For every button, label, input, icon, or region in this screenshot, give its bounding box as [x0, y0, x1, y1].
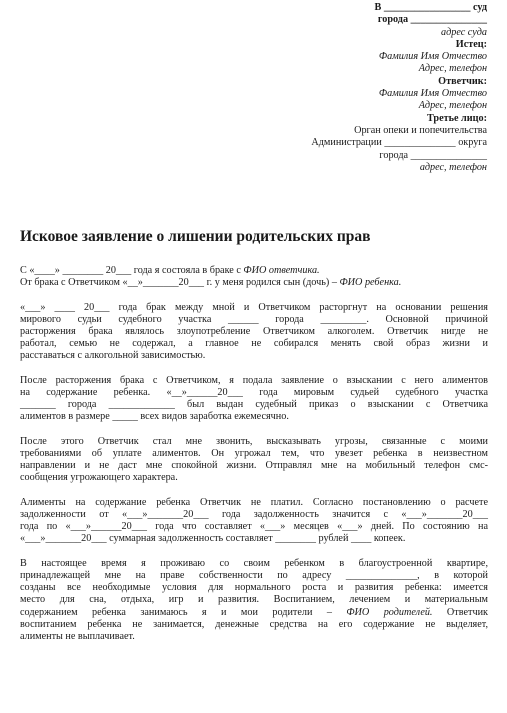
paragraph-alimony-order: После расторжения брака с Ответчиком, я подала заявление о взыскании с него алиментов на содержание ребенка. «__»______20___ года мировым судьей судебного участка _______ города _____________ был выдан судебный приказ о взыскании с Ответчика алиментов в размере _____ всех видов заработка ежемесячно. — [20, 374, 488, 423]
court-address: адрес суда — [441, 26, 487, 38]
paragraph-living: В настоящее время я проживаю со своим ребенком в благоустроенной квартире, принадлежащей мне на праве собственности по адресу ______________, в которой созданы все необходимые условия для нормального роста и развития ребенка: имеется место для сна, отдыха, игр и развития. Воспитанием, лечением и материальным содержанием ребенка занимаюсь я и мои родители – ФИО родителей. Ответчик воспитанием ребенка не занимается, денежные средства на его содержание не выделяет, алименты не выплачивает. — [20, 557, 488, 643]
paragraph-threats: После этого Ответчик стал мне звонить, высказывать угрозы, связанные с моими требованиями об уплате алиментов. Он угрожал тем, что увезет ребенка в неизвестном направлении и не даст мне спокойной жизни. Отправлял мне на мобильный телефон смс- сообщения угрожающего характера. — [20, 435, 488, 484]
intro-paragraph — [20, 265, 488, 289]
document-body — [20, 265, 488, 655]
intro-line: От брака с Ответчиком «__»_______20___ г. у меня родился сын (дочь) – ФИО ребенка. — [20, 277, 402, 289]
parents-fio: ФИО родителей. — [346, 606, 433, 618]
paragraph-debt: Алименты на содержание ребенка Ответчик не платил. Согласно постановлению о расчете задолженности от «___»_______20___ года задолженность значится с «___»_______20___ года по «___»______20___ года что составляет «___» месяцев «___» дней. По состоянию на «___»_______20___ суммарная задолженность составляет ________ рублей ____ копеек. — [20, 496, 488, 545]
third-party-address: адрес, телефон — [419, 161, 487, 173]
defendant-name: Фамилия Имя Отчество — [378, 88, 487, 100]
defendant-fio: ФИО ответчика. — [243, 265, 320, 276]
third-party-org: Орган опеки и попечительства — [354, 124, 487, 136]
third-party-label: Третье лицо: — [427, 112, 487, 124]
third-party-city: города _______________ — [379, 149, 487, 161]
third-party-admin: Администрации ______________ округа — [311, 137, 487, 149]
document-title: Исковое заявление о лишении родительских прав — [20, 228, 371, 245]
document-header — [247, 2, 487, 174]
child-fio: ФИО ребенка. — [339, 277, 402, 289]
intro-line: С «____» ________ 20___ года я состояла в браке с ФИО ответчика. — [20, 265, 320, 276]
court-line: В _________________ суд — [374, 2, 487, 13]
plaintiff-label: Истец: — [455, 38, 487, 50]
defendant-label: Ответчик: — [438, 75, 487, 87]
parents-line: содержанием ребенка занимаюсь я и мои родители – ФИО родителей. Ответчик — [20, 606, 488, 618]
plaintiff-name: Фамилия Имя Отчество — [378, 51, 487, 63]
plaintiff-address: Адрес, телефон — [418, 63, 487, 75]
paragraph-divorce: «___» ____ 20___ года брак между мной и Ответчиком расторгнут на основании решения мирового судьи судебного участка ______ города _________. Основной причиной расторжения брака являлось злоупотребление Ответчиком алкоголем. Ответчик нигде не работал, семью не содержал, а главное не собирался менять свой образ жизни и расставаться с алкогольной зависимостью. — [20, 301, 488, 362]
defendant-address: Адрес, телефон — [418, 100, 487, 112]
city-line: города _______________ — [377, 14, 487, 26]
